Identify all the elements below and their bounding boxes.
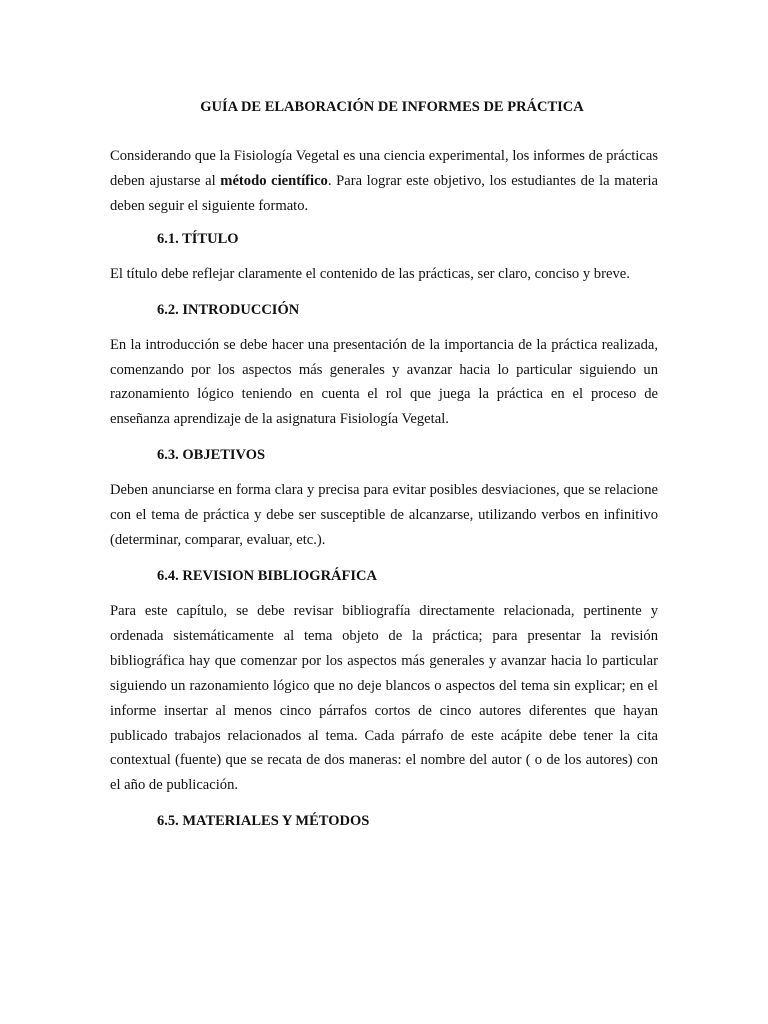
section-body-titulo: El título debe reflejar claramente el contenido de las prácticas, ser claro, conciso y breve. — [110, 265, 630, 282]
section-body-revision-bibliografica: Para este capítulo, se debe revisar bibliografía directamente relacionada, pertinente y ordenada sistemáticamente al tema objeto de la práctica; para presentar la revisión bibliográfica hay que comenzar por los aspectos más generales y avanzar hacia lo particular siguiendo un razonamiento lógico que no deje blancos o aspectos del tema sin explicar; en el informe insertar al menos cinco párrafos cortos de cinco autores diferentes que hayan publicado trabajos relacionados al tema. Cada párrafo de este acápite debe tener la cita contextual (fuente) que se recata de dos maneras: el nombre del autor ( o de los autores) con el año de publicación. — [110, 602, 658, 794]
intro-text-after: . Para lograr este objetivo, los estudiantes de la materia deben seguir el siguiente formato. — [110, 172, 658, 214]
section-heading-revision-bibliografica: 6.4. REVISION BIBLIOGRÁFICA — [157, 567, 377, 584]
document-title: GUÍA DE ELABORACIÓN DE INFORMES DE PRÁCTICA — [200, 99, 584, 115]
section-heading-objetivos: 6.3. OBJETIVOS — [157, 447, 266, 464]
intro-paragraph — [110, 144, 658, 219]
section-heading-titulo: 6.1. TÍTULO — [157, 230, 239, 247]
intro-bold-term: método científico — [220, 172, 328, 189]
intro-text-before: Considerando que la Fisiología Vegetal es una ciencia experimental, los informes de prácticas deben ajustarse al — [110, 148, 658, 189]
document-content — [110, 97, 658, 831]
section-heading-materiales-metodos: 6.5. MATERIALES Y MÉTODOS — [157, 813, 370, 830]
section-body-introduccion: En la introducción se debe hacer una presentación de la importancia de la práctica realizada, comenzando por los aspectos más generales y avanzar hacia lo particular siguiendo un razonamiento lógico teniendo en cuenta el rol que juega la práctica en el proceso de enseñanza aprendizaje de la asignatura Fisiología Vegetal. — [110, 336, 658, 428]
section-heading-introduccion: 6.2. INTRODUCCIÓN — [157, 301, 300, 318]
section-body-objetivos: Deben anunciarse en forma clara y precisa para evitar posibles desviaciones, que se relacione con el tema de práctica y debe ser susceptible de alcanzarse, utilizando verbos en infinitivo (determinar, comparar, evaluar, etc.). — [110, 482, 658, 549]
